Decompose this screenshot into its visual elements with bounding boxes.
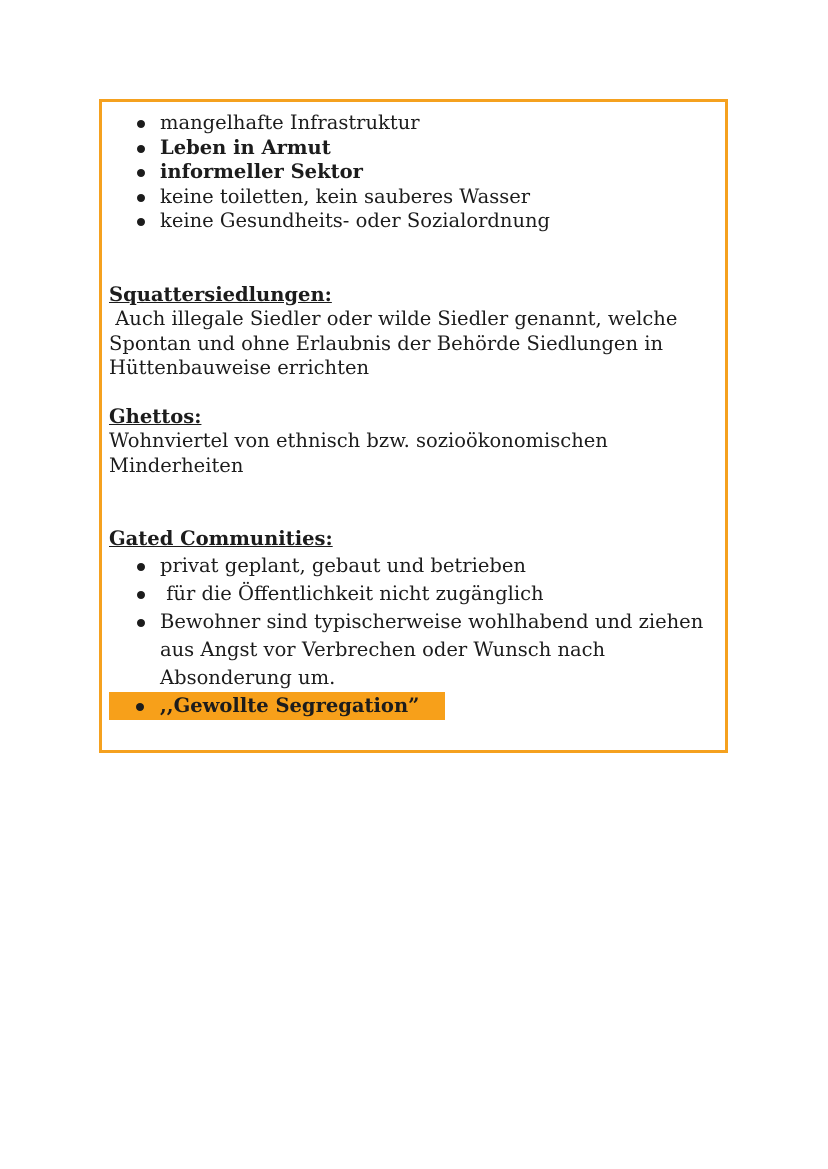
bullet-icon bbox=[137, 169, 145, 177]
list-item: informeller Sektor bbox=[109, 160, 717, 185]
squatter-line-2: Spontan und ohne Erlaubnis der Behörde Siedlungen in bbox=[109, 331, 664, 355]
squatter-line-3: Hüttenbauweise errichten bbox=[109, 356, 370, 379]
content-box bbox=[99, 99, 728, 753]
ghettos-line-1: Wohnviertel von ethnisch bzw. sozioökonomischen bbox=[109, 429, 608, 452]
list-item: privat geplant, gebaut und betrieben bbox=[109, 552, 717, 580]
list-item: keine Gesundheits- oder Sozialordnung bbox=[109, 209, 717, 234]
ghettos-line-2: Minderheiten bbox=[109, 453, 244, 477]
bullet-icon bbox=[137, 194, 145, 202]
gated-heading: Gated Communities: bbox=[109, 527, 333, 550]
content-area bbox=[109, 111, 717, 720]
bullet-icon bbox=[137, 591, 145, 599]
bullet-icon bbox=[137, 218, 145, 226]
characteristics-list bbox=[109, 111, 717, 234]
list-item: Bewohner sind typischerweise wohlhabend und ziehen aus Angst vor Verbrechen oder Wunsch nach Absonderung um. bbox=[109, 608, 717, 692]
bullet-icon bbox=[137, 145, 145, 153]
list-item: mangelhafte Infrastruktur bbox=[109, 111, 717, 136]
squatter-heading: Squattersiedlungen: bbox=[109, 282, 332, 306]
bullet-icon bbox=[136, 703, 144, 711]
gated-list bbox=[109, 552, 717, 720]
list-item: Leben in Armut bbox=[109, 136, 717, 161]
bullet-icon bbox=[137, 619, 145, 627]
highlighted-list-item: ,,Gewollte Segregation” bbox=[109, 692, 445, 720]
squatter-line-1: Auch illegale Siedler oder wilde Siedler genannt, welche bbox=[109, 307, 678, 330]
list-item: für die Öffentlichkeit nicht zugänglich bbox=[109, 580, 717, 608]
ghettos-heading: Ghettos: bbox=[109, 404, 202, 428]
bullet-icon bbox=[137, 563, 145, 571]
bullet-icon bbox=[137, 120, 145, 128]
list-item: keine toiletten, kein sauberes Wasser bbox=[109, 185, 717, 210]
